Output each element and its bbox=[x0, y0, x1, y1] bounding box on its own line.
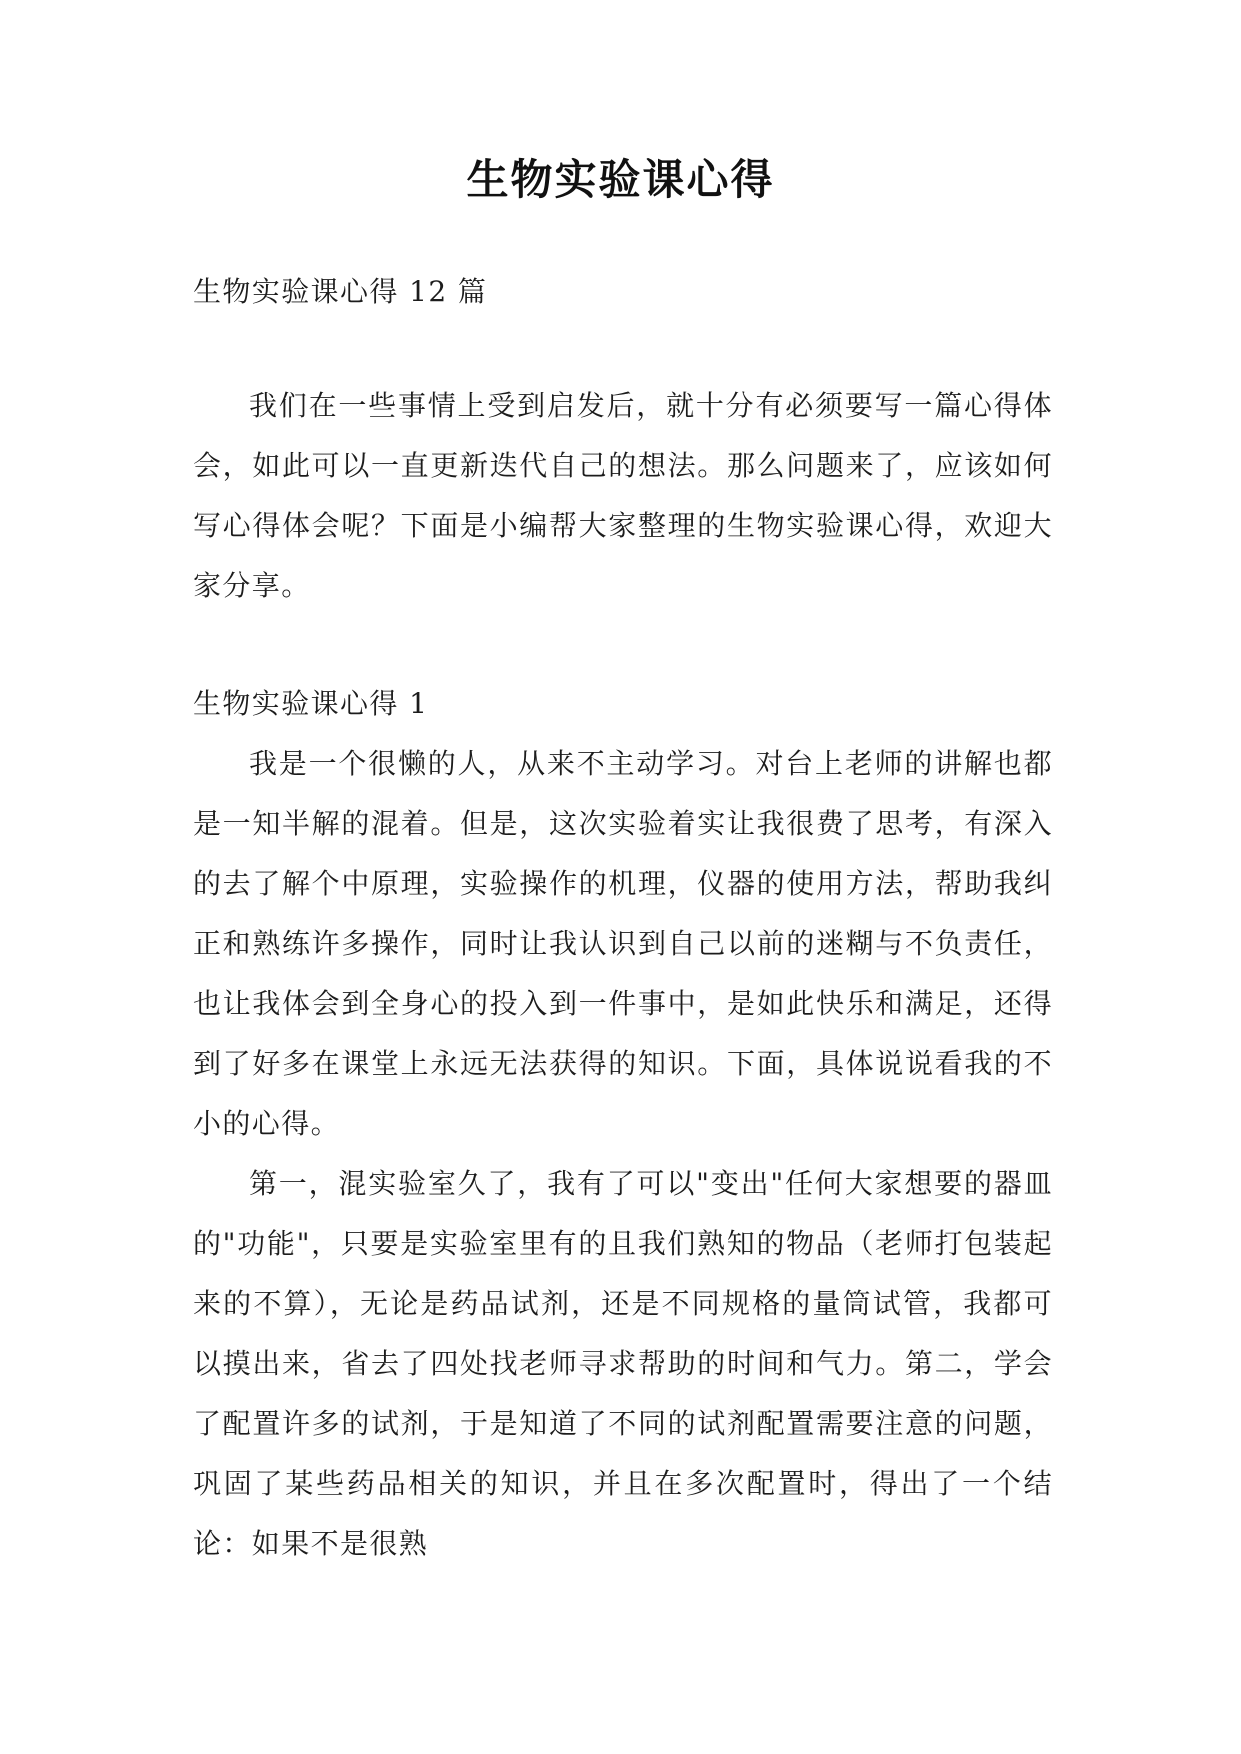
spacer bbox=[193, 616, 1053, 674]
spacer bbox=[193, 322, 1053, 376]
section-heading: 生物实验课心得 1 bbox=[193, 687, 429, 720]
body-paragraph: 第一，混实验室久了，我有了可以"变出"任何大家想要的器皿的"功能"，只要是实验室里有的且我们熟知的物品（老师打包装起来的不算），无论是药品试剂，还是不同规格的量筒试管，我都可以摸出来，省去了四处找老师寻求帮助的时间和气力。第二，学会了配置许多的试剂，于是知道了不同的试剂配置需要注意的问题，巩固了某些药品相关的知识，并且在多次配置时，得出了一个结论：如果不是很熟 bbox=[193, 1167, 1053, 1560]
document-body bbox=[193, 262, 1053, 1574]
intro-paragraph: 我们在一些事情上受到启发后，就十分有必须要写一篇心得体会，如此可以一直更新迭代自己的想法。那么问题来了，应该如何写心得体会呢？下面是小编帮大家整理的生物实验课心得，欢迎大家分享。 bbox=[193, 389, 1053, 602]
document-subtitle: 生物实验课心得 12 篇 bbox=[193, 275, 488, 308]
document-title: 生物实验课心得 bbox=[466, 155, 775, 204]
body-paragraph: 我是一个很懒的人，从来不主动学习。对台上老师的讲解也都是一知半解的混着。但是，这次实验着实让我很费了思考，有深入的去了解个中原理，实验操作的机理，仪器的使用方法，帮助我纠正和熟练许多操作，同时让我认识到自己以前的迷糊与不负责任，也让我体会到全身心的投入到一件事中，是如此快乐和满足，还得到了好多在课堂上永远无法获得的知识。下面，具体说说看我的不小的心得。 bbox=[193, 747, 1053, 1140]
